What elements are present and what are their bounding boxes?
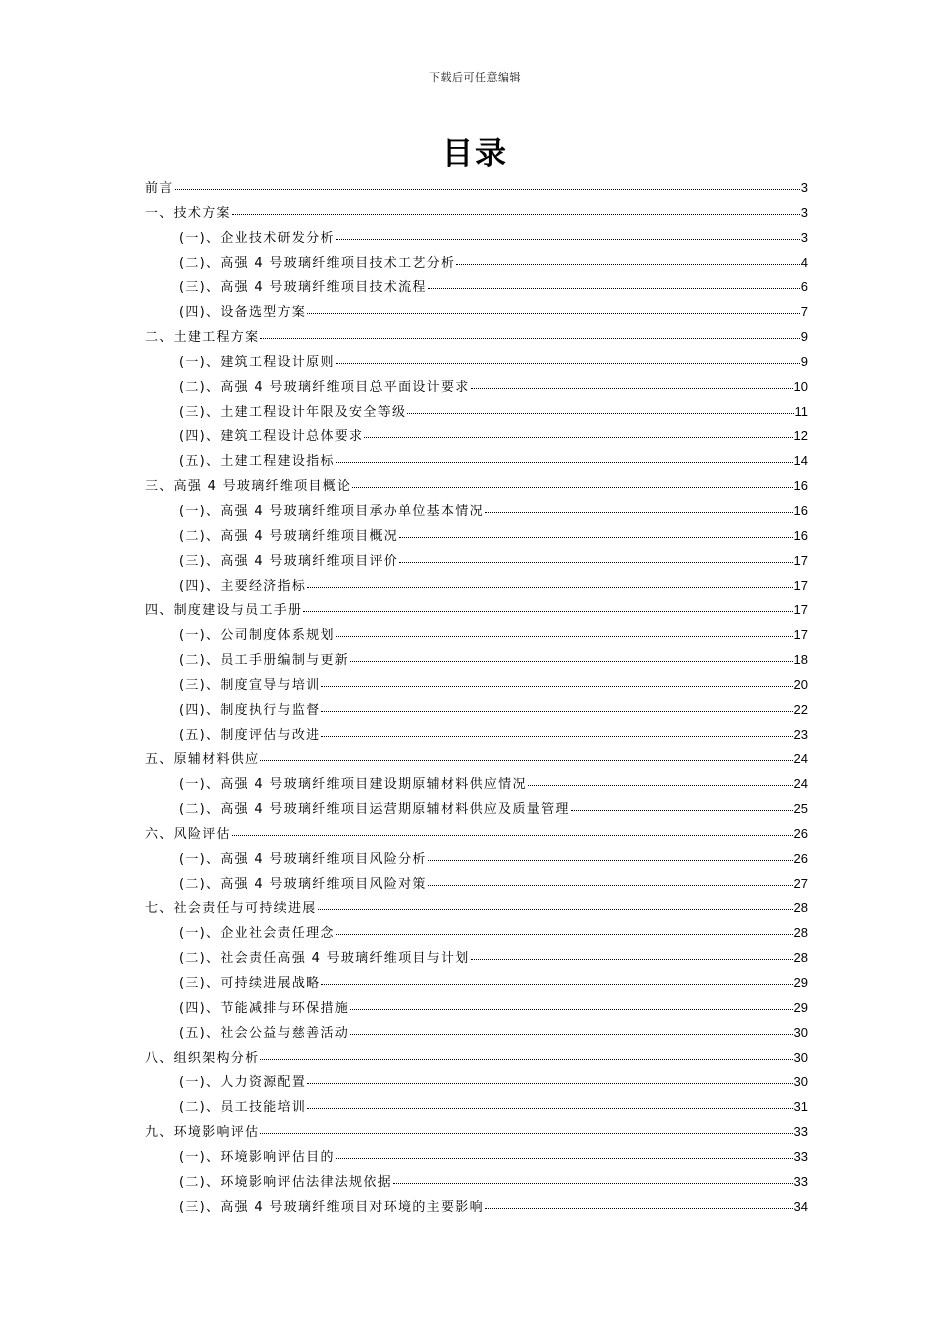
toc-leader-dots <box>407 413 793 414</box>
toc-entry[interactable] <box>145 525 808 550</box>
toc-leader-dots <box>336 1158 793 1159</box>
toc-leader-dots <box>232 835 793 836</box>
toc-leader-dots <box>471 959 793 960</box>
toc-leader-dots <box>336 462 793 463</box>
toc-page-number: 7 <box>800 304 808 320</box>
toc-page-number: 28 <box>793 925 808 941</box>
toc-page-number: 3 <box>800 229 808 245</box>
toc-leader-dots <box>336 239 800 240</box>
toc-leader-dots <box>485 1208 793 1209</box>
toc-page-number: 26 <box>793 825 808 841</box>
toc-entry-text: (一)、环境影响评估目的 <box>179 1149 335 1165</box>
toc-leader-dots <box>399 537 792 538</box>
toc-entry-text: 八、组织架构分析 <box>145 1050 260 1066</box>
toc-entry[interactable] <box>145 773 808 798</box>
toc-entry-text: (四)、制度执行与监督 <box>179 702 321 718</box>
toc-entry[interactable] <box>145 550 808 575</box>
toc-entry[interactable] <box>145 848 808 873</box>
toc-entry[interactable] <box>145 227 808 252</box>
toc-entry-text: (三)、土建工程设计年限及安全等级 <box>179 404 407 420</box>
toc-leader-dots <box>364 437 792 438</box>
toc-entry-text: (三)、制度宣导与培训 <box>179 677 321 693</box>
toc-leader-dots <box>260 338 799 339</box>
toc-leader-dots <box>307 587 792 588</box>
toc-page-number: 23 <box>793 726 808 742</box>
toc-entry[interactable] <box>145 252 808 277</box>
toc-entry-text: 六、风险评估 <box>145 826 231 842</box>
page-header: 下载后可任意编辑 <box>429 71 521 84</box>
toc-entry-text: (三)、可持续进展战略 <box>179 976 321 991</box>
toc-leader-dots <box>336 934 793 935</box>
toc-page-number: 17 <box>793 552 808 568</box>
toc-leader-dots <box>350 1034 792 1035</box>
toc-entry[interactable] <box>145 177 808 202</box>
toc-page-number: 33 <box>793 1173 808 1189</box>
toc-page-number: 29 <box>793 975 808 990</box>
toc-entry[interactable] <box>145 401 808 426</box>
toc-entry-text: 七、社会责任与可持续进展 <box>145 901 317 917</box>
toc-leader-dots <box>428 860 793 861</box>
toc-entry-text: (一)、高强 4 号玻璃纤维项目风险分析 <box>179 851 427 867</box>
toc-leader-dots <box>350 1009 792 1010</box>
toc-entry-text: (二)、员工手册编制与更新 <box>179 653 350 669</box>
toc-page-number: 18 <box>793 652 808 668</box>
toc-entry[interactable] <box>145 649 808 674</box>
toc-entry[interactable] <box>145 823 808 848</box>
toc-entry-text: (一)、公司制度体系规划 <box>179 628 335 644</box>
toc-leader-dots <box>321 736 792 737</box>
toc-page-number: 26 <box>793 850 808 866</box>
toc-entry-text: (五)、土建工程建设指标 <box>179 454 335 470</box>
toc-entry[interactable] <box>145 1071 808 1096</box>
toc-title: 目录 <box>442 136 508 172</box>
toc-entry[interactable] <box>145 500 808 525</box>
toc-leader-dots <box>571 810 793 811</box>
toc-page-number: 28 <box>793 900 808 916</box>
toc-page-number: 33 <box>793 1124 808 1140</box>
toc-entry-text: 三、高强 4 号玻璃纤维项目概论 <box>145 479 352 495</box>
toc-page-number: 30 <box>793 1024 808 1040</box>
toc-page-number: 11 <box>794 403 808 419</box>
toc-page-number: 3 <box>800 204 808 220</box>
toc-entry[interactable] <box>145 1146 808 1171</box>
toc-entry[interactable] <box>145 475 808 500</box>
toc-entry[interactable] <box>145 1096 808 1121</box>
toc-leader-dots <box>307 313 800 314</box>
toc-page-number: 16 <box>793 478 808 494</box>
toc-leader-dots <box>260 1133 792 1134</box>
toc-leader-dots <box>303 611 792 612</box>
toc-leader-dots <box>485 512 793 513</box>
toc-page-number: 10 <box>793 378 808 394</box>
toc-entry[interactable] <box>145 972 808 997</box>
toc-leader-dots <box>321 711 792 712</box>
toc-entry[interactable] <box>145 202 808 227</box>
toc-entry-text: (二)、高强 4 号玻璃纤维项目运营期原辅材料供应及质量管理 <box>179 802 570 818</box>
toc-page-number: 16 <box>793 527 808 543</box>
toc-leader-dots <box>260 1059 792 1060</box>
toc-entry-text: (五)、制度评估与改进 <box>179 727 321 743</box>
toc-entry-text: (二)、员工技能培训 <box>179 1100 307 1116</box>
toc-leader-dots <box>456 264 799 265</box>
toc-page-number: 30 <box>793 1074 808 1090</box>
toc-entry-text: 一、技术方案 <box>145 205 231 221</box>
toc-entry-text: (三)、高强 4 号玻璃纤维项目对环境的主要影响 <box>179 1199 484 1215</box>
toc-entry-text: (四)、设备选型方案 <box>179 305 307 321</box>
toc-entry-text: (四)、建筑工程设计总体要求 <box>179 429 364 445</box>
toc-leader-dots <box>528 785 793 786</box>
toc-leader-dots <box>318 909 793 910</box>
toc-page-number: 33 <box>793 1148 808 1164</box>
toc-leader-dots <box>307 1108 792 1109</box>
toc-entry[interactable] <box>145 922 808 947</box>
toc-leader-dots <box>175 189 800 190</box>
toc-page-number: 17 <box>793 577 808 593</box>
toc-entry-text: (四)、节能减排与环保措施 <box>179 1000 350 1016</box>
toc-entry[interactable] <box>145 301 808 326</box>
toc-entry[interactable] <box>145 624 808 649</box>
toc-page-number: 29 <box>793 999 808 1015</box>
toc-page-number: 16 <box>793 502 808 518</box>
toc-entry-text: (二)、环境影响评估法律法规依据 <box>179 1174 392 1190</box>
toc-entry-text: (四)、主要经济指标 <box>179 578 307 594</box>
toc-entry[interactable] <box>145 276 808 301</box>
toc-entry[interactable] <box>145 575 808 600</box>
table-of-contents <box>145 177 808 1220</box>
toc-leader-dots <box>350 661 792 662</box>
toc-entry-text: (一)、人力资源配置 <box>179 1075 307 1091</box>
toc-entry[interactable] <box>145 997 808 1022</box>
toc-leader-dots <box>336 363 800 364</box>
toc-page-number: 27 <box>793 875 808 891</box>
toc-page-number: 25 <box>793 801 808 817</box>
toc-page-number: 24 <box>793 776 808 792</box>
toc-entry-text: (五)、社会公益与慈善活动 <box>179 1025 350 1041</box>
toc-page-number: 34 <box>793 1198 808 1214</box>
toc-entry[interactable] <box>145 674 808 699</box>
toc-entry[interactable] <box>145 1196 808 1221</box>
toc-page-number: 6 <box>800 279 808 295</box>
toc-entry-text: (二)、高强 4 号玻璃纤维项目风险对策 <box>179 876 427 892</box>
toc-entry-text: (三)、高强 4 号玻璃纤维项目评价 <box>179 553 399 569</box>
toc-leader-dots <box>260 760 792 761</box>
toc-leader-dots <box>307 1083 792 1084</box>
toc-page-number: 28 <box>793 950 808 966</box>
toc-entry-text: (一)、高强 4 号玻璃纤维项目承办单位基本情况 <box>179 503 484 519</box>
toc-leader-dots <box>393 1183 793 1184</box>
toc-entry[interactable] <box>145 897 808 922</box>
toc-leader-dots <box>428 288 800 289</box>
toc-entry[interactable] <box>145 873 808 898</box>
toc-page-number: 17 <box>793 602 808 618</box>
toc-entry-text: (一)、建筑工程设计原则 <box>179 354 335 370</box>
toc-entry-text: 四、制度建设与员工手册 <box>145 603 303 619</box>
toc-entry-text: 五、原辅材料供应 <box>145 752 260 768</box>
toc-page-number: 31 <box>793 1099 808 1115</box>
toc-entry-text: 二、土建工程方案 <box>145 330 260 346</box>
toc-entry[interactable] <box>145 1047 808 1072</box>
toc-entry[interactable] <box>145 351 808 376</box>
toc-leader-dots <box>399 562 792 563</box>
toc-entry-text: (二)、高强 4 号玻璃纤维项目技术工艺分析 <box>179 255 456 271</box>
toc-page-number: 3 <box>800 180 808 195</box>
toc-entry-text: (一)、高强 4 号玻璃纤维项目建设期原辅材料供应情况 <box>179 777 527 793</box>
toc-leader-dots <box>352 487 792 488</box>
toc-leader-dots <box>321 686 792 687</box>
toc-page-number: 30 <box>793 1049 808 1065</box>
toc-leader-dots <box>321 984 792 985</box>
toc-page-number: 22 <box>793 701 808 717</box>
toc-entry-text: (一)、企业社会责任理念 <box>179 926 335 942</box>
toc-page-number: 9 <box>800 329 808 345</box>
toc-leader-dots <box>471 388 793 389</box>
toc-entry[interactable] <box>145 724 808 749</box>
toc-entry-text: (一)、企业技术研发分析 <box>179 230 335 246</box>
toc-page-number: 24 <box>793 751 808 767</box>
toc-page-number: 17 <box>793 627 808 643</box>
toc-entry-text: (二)、社会责任高强 4 号玻璃纤维项目与计划 <box>179 951 470 967</box>
toc-entry[interactable] <box>145 450 808 475</box>
toc-page-number: 9 <box>800 353 808 369</box>
toc-entry[interactable] <box>145 748 808 773</box>
toc-entry[interactable] <box>145 1121 808 1146</box>
toc-entry-text: (二)、高强 4 号玻璃纤维项目概况 <box>179 528 399 544</box>
toc-page-number: 14 <box>793 453 808 469</box>
toc-page-number: 4 <box>800 254 808 270</box>
toc-entry[interactable] <box>145 376 808 401</box>
toc-entry-text: (二)、高强 4 号玻璃纤维项目总平面设计要求 <box>179 379 470 395</box>
toc-entry[interactable] <box>145 1171 808 1196</box>
toc-leader-dots <box>232 214 800 215</box>
toc-entry[interactable] <box>145 947 808 972</box>
toc-entry[interactable] <box>145 326 808 351</box>
toc-entry[interactable] <box>145 425 808 450</box>
toc-page-number: 12 <box>793 428 808 444</box>
toc-leader-dots <box>428 885 793 886</box>
toc-entry-text: (三)、高强 4 号玻璃纤维项目技术流程 <box>179 280 427 296</box>
toc-page-number: 20 <box>793 676 808 692</box>
toc-entry[interactable] <box>145 798 808 823</box>
toc-entry[interactable] <box>145 599 808 624</box>
toc-entry-text: 九、环境影响评估 <box>145 1125 260 1141</box>
toc-leader-dots <box>336 636 793 637</box>
toc-entry[interactable] <box>145 1022 808 1047</box>
toc-entry[interactable] <box>145 699 808 724</box>
toc-entry-text: 前言 <box>145 181 174 196</box>
